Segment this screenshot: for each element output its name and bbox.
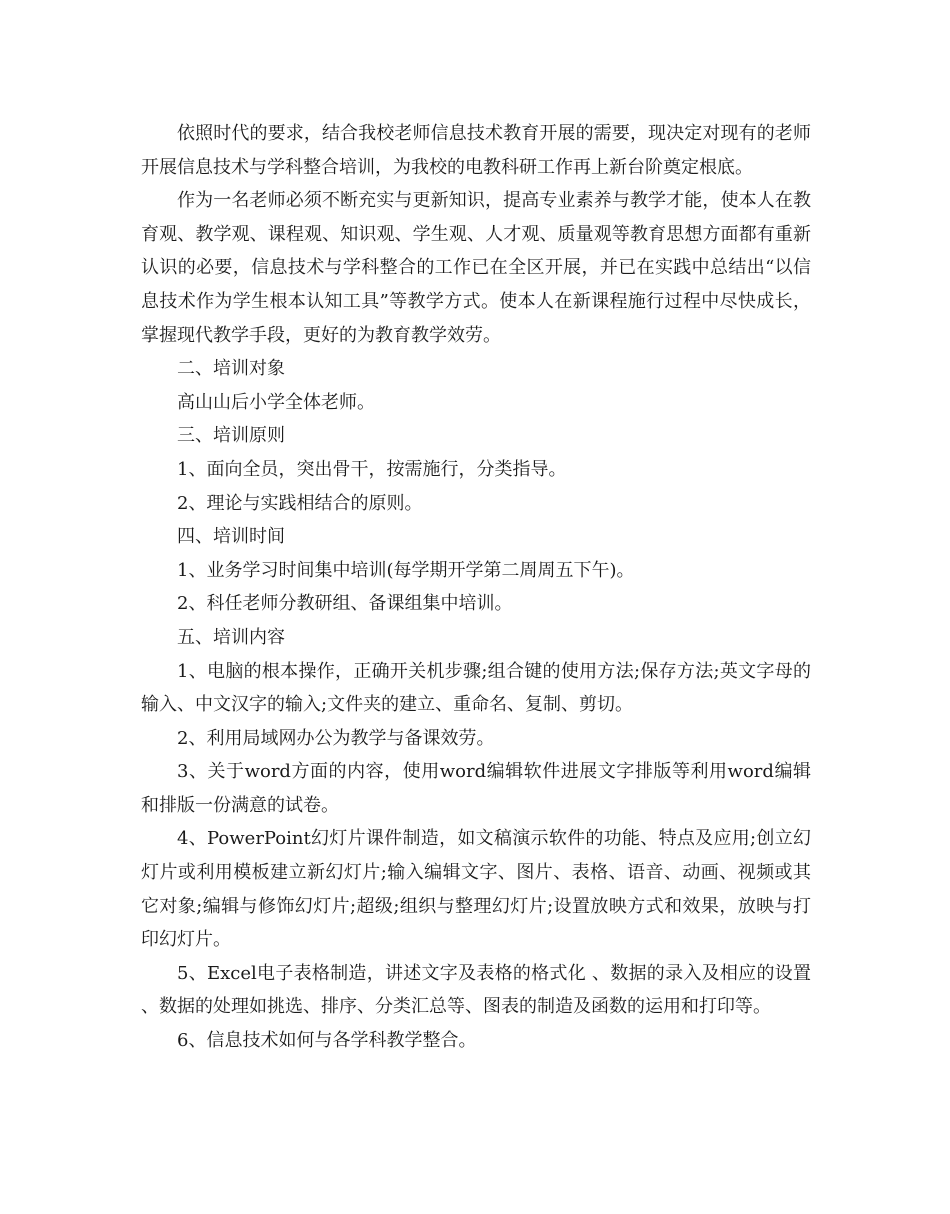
list-item-content-4: 4、PowerPoint幻灯片课件制造，如文稿演示软件的功能、特点及应用;创立幻灯片或利用模板建立新幻灯片;输入编辑文字、图片、表格、语音、动画、视频或其它对象;编辑与修饰幻灯片;超级;组织与整理幻灯片;设置放映方式和效果，放映与打印幻灯片。 (141, 828, 811, 951)
list-item-content-2: 2、利用局域网办公为教学与备课效劳。 (177, 727, 495, 749)
list-item-time-2: 2、科任老师分教研组、备课组集中培训。 (177, 593, 513, 615)
list-item-content-3: 3、关于word方面的内容，使用word编辑软件进展文字排版等利用word编辑和排版一份满意的试卷。 (141, 761, 811, 816)
paragraph-purpose: 作为一名老师必须不断充实与更新知识，提高专业素养与教学才能，使本人在教育观、教学观、课程观、知识观、学生观、人才观、质量观等教育思想方面都有重新认识的必要，信息技术与学科整合的工作已在全区开展，并已在实践中总结出“以信息技术作为学生根本认知工具”等教学方式。使本人在新课程施行过程中尽快成长，掌握现代教学手段，更好的为教育教学效劳。 (141, 190, 811, 346)
document-body (141, 117, 811, 1058)
list-item-content-1: 1、电脑的根本操作，正确开关机步骤;组合键的使用方法;保存方法;英文字母的输入、中文汉字的输入;文件夹的建立、重命名、复制、剪切。 (141, 660, 811, 716)
paragraph-training-target: 高山山后小学全体老师。 (177, 391, 375, 413)
list-item-content-6: 6、信息技术如何与各学科教学整合。 (177, 1030, 477, 1052)
heading-training-principles: 三、培训原则 (177, 425, 285, 447)
list-item-time-1: 1、业务学习时间集中培训(每学期开学第二周周五下午)。 (177, 559, 635, 581)
heading-training-content: 五、培训内容 (177, 626, 285, 648)
heading-training-target: 二、培训对象 (177, 358, 285, 380)
list-item-principle-2: 2、理论与实践相结合的原则。 (177, 492, 423, 514)
heading-training-time: 四、培训时间 (177, 526, 285, 548)
list-item-principle-1: 1、面向全员，突出骨干，按需施行，分类指导。 (177, 458, 567, 480)
paragraph-intro: 依照时代的要求，结合我校老师信息技术教育开展的需要，现决定对现有的老师开展信息技术与学科整合培训，为我校的电教科研工作再上新台阶奠定根底。 (141, 123, 811, 178)
list-item-content-5: 5、Excel电子表格制造，讲述文字及表格的格式化 、数据的录入及相应的设置 、数据的处理如挑选、排序、分类汇总等、图表的制造及函数的运用和打印等。 (141, 962, 811, 1018)
